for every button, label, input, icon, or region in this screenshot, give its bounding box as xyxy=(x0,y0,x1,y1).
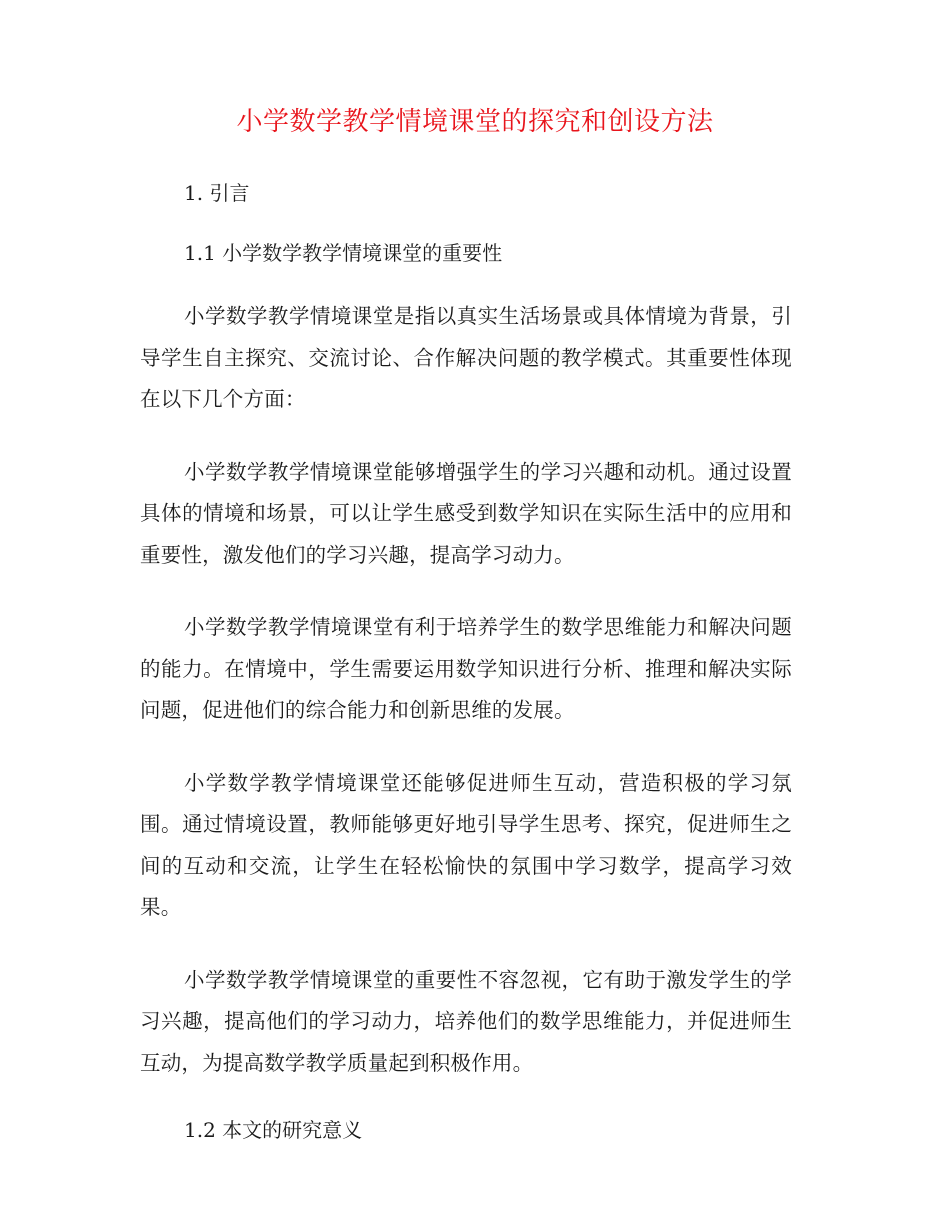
section-heading-importance: 1.1 小学数学教学情境课堂的重要性 xyxy=(184,241,503,265)
section-heading-introduction: 1. 引言 xyxy=(184,181,250,205)
document-body xyxy=(140,178,792,1175)
paragraph-definition: 小学数学教学情境课堂是指以真实生活场景或具体情境为背景，引导学生自主探究、交流讨论、合作解决问题的教学模式。其重要性体现在以下几个方面： xyxy=(140,304,792,411)
paragraph-interest: 小学数学教学情境课堂能够增强学生的学习兴趣和动机。通过设置具体的情境和场景，可以让学生感受到数学知识在实际生活中的应用和重要性，激发他们的学习兴趣，提高学习动力。 xyxy=(140,459,792,567)
document-title: 小学数学教学情境课堂的探究和创设方法 xyxy=(236,107,714,137)
paragraph-thinking: 小学数学教学情境课堂有利于培养学生的数学思维能力和解决问题的能力。在情境中，学生需要运用数学知识进行分析、推理和解决实际问题，促进他们的综合能力和创新思维的发展。 xyxy=(140,615,792,722)
paragraph-summary: 小学数学教学情境课堂的重要性不容忽视，它有助于激发学生的学习兴趣，提高他们的学习动力，培养他们的数学思维能力，并促进师生互动，为提高数学教学质量起到积极作用。 xyxy=(140,967,792,1075)
section-heading-research-significance: 1.2 本文的研究意义 xyxy=(184,1118,363,1142)
paragraph-interaction: 小学数学教学情境课堂还能够促进师生互动，营造积极的学习氛围。通过情境设置，教师能够更好地引导学生思考、探究，促进师生之间的互动和交流，让学生在轻松愉快的氛围中学习数学，提高学习效果。 xyxy=(140,770,792,919)
